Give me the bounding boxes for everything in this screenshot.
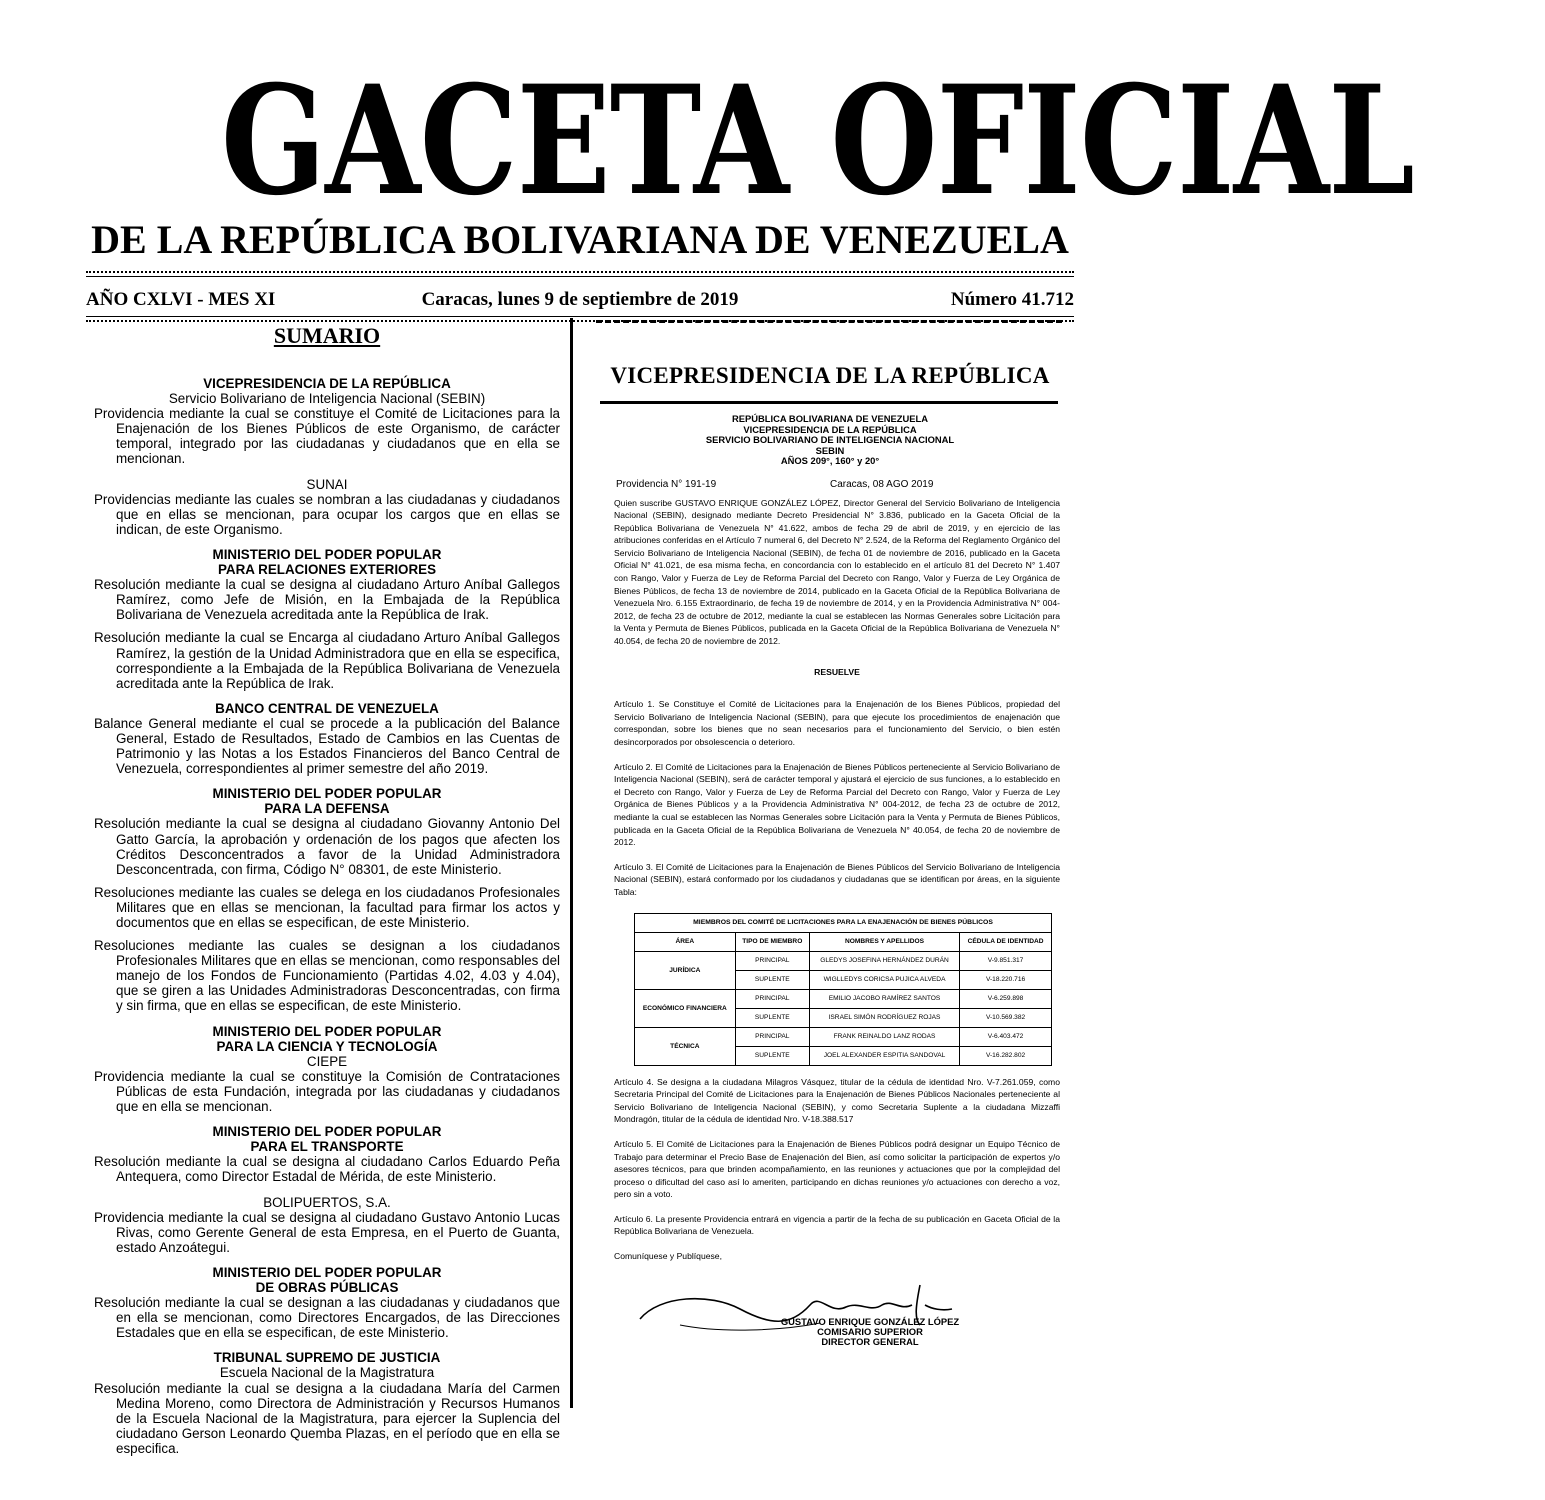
member-name-cell: EMILIO JACOBO RAMÍREZ SANTOS [809, 989, 959, 1008]
sumario-entry: Resolución mediante la cual se designa al ciudadano Carlos Eduardo Peña Antequera, como Director Estadal de Mérida, de este Ministerio. [94, 1154, 560, 1185]
member-type-cell: PRINCIPAL [735, 951, 809, 970]
section-org: BANCO CENTRAL DE VENEZUELA [215, 700, 439, 716]
header-line: SERVICIO BOLIVARIANO DE INTELIGENCIA NACIONAL [705, 434, 955, 445]
committee-members-table [634, 913, 1052, 1066]
sumario-entry: Resoluciones mediante las cuales se delega en los ciudadanos Profesionales Militares que en ellas se mencionan, la facultad para firmar los actos y documentos que en ellas se especifican, de este Ministerio. [94, 884, 560, 930]
sumario-entry: Providencias mediante las cuales se nombran a las ciudadanas y ciudadanos que en ellas se mencionan, para ocupar los cargos que en ellas se indican, de este Organismo. [94, 491, 560, 537]
sumario-section [94, 1024, 560, 1115]
providencia-number: Providencia N° 191-19 [616, 478, 717, 490]
article-1: Artículo 1. Se Constituye el Comité de Licitaciones para la Enajenación de los Bienes Públicos, propiedad del Servicio Bolivariano de Inteligencia Nacional (SEBIN), para que ejecute los procedimientos de enajenación que correspondan, sobre los bienes que no sean necesarios para el funcionamiento del Servicio, o bien estén desincorporados por obsolescencia o deterioro. [614, 699, 1060, 747]
resuelve-heading: RESUELVE [814, 666, 860, 677]
sumario-title: SUMARIO [273, 323, 381, 348]
sumario-entry: Balance General mediante el cual se procede a la publicación del Balance General, Estado de Resultados, Estado de Cambios en las Cuentas de Patrimonio y las Notas a los Estados Financieros del Banco Central de Venezuela, correspondientes al primer semestre del año 2019. [94, 715, 560, 777]
section-title: VICEPRESIDENCIA DE LA REPÚBLICA [610, 363, 1050, 388]
section-org: PARA RELACIONES EXTERIORES [218, 562, 436, 578]
member-name-cell: GLEDYS JOSEFINA HERNÁNDEZ DURÁN [809, 951, 959, 970]
header-line: REPÚBLICA BOLIVARIANA DE VENEZUELA [731, 413, 928, 424]
header-line: AÑOS 209°, 160° y 20° [780, 455, 880, 466]
sumario-entry: Providencia mediante la cual se constituye la Comisión de Contrataciones Públicas de esta Fundación, integrada por las ciudadanas y ciudadanos que en ella se mencionan. [94, 1068, 560, 1115]
member-id-cell: V-6.403.472 [960, 1027, 1052, 1046]
member-id-cell: V-6.259.898 [960, 989, 1052, 1008]
providencia-body-cont [614, 1076, 1060, 1263]
member-name-cell: FRANK REINALDO LANZ RODAS [809, 1027, 959, 1046]
area-cell: ECONÓMICO FINANCIERA [635, 989, 736, 1027]
issue-info-bar [86, 287, 1074, 313]
table-caption: MIEMBROS DEL COMITÉ DE LICITACIONES PARA LA ENAJENACIÓN DE BIENES PÚBLICOS [635, 913, 1052, 932]
divider [86, 271, 1074, 273]
member-type-cell: PRINCIPAL [735, 989, 809, 1008]
sumario-column [94, 322, 560, 1466]
issue-number: Número 41.712 [950, 289, 1074, 310]
article-3: Artículo 3. El Comité de Licitaciones para la Enajenación de Bienes Públicos del Servicio Bolivariano de Inteligencia Nacional (SEBIN), estará conformado por los ciudadanos y ciudadanas que se identifican por áreas, en la siguiente Tabla: [614, 861, 1060, 897]
member-type-cell: SUPLENTE [735, 970, 809, 989]
sumario-section [94, 1350, 560, 1456]
providencia-column [590, 320, 1070, 1353]
section-org: MINISTERIO DEL PODER POPULAR [212, 1264, 442, 1280]
section-org: TRIBUNAL SUPREMO DE JUSTICIA [213, 1350, 441, 1366]
sumario-section [94, 477, 560, 537]
column-header: ÁREA [635, 932, 736, 951]
divider [86, 276, 1074, 277]
table-row [635, 989, 1052, 1008]
sumario-entry: Providencia mediante la cual se designa al ciudadano Gustavo Antonio Lucas Rivas, como Gerente General de esta Empresa, en el Puerto de Guanta, estado Anzoátegui. [94, 1209, 560, 1255]
article-5: Artículo 5. El Comité de Licitaciones para la Enajenación de Bienes Públicos podrá designar un Equipo Técnico de Trabajo para determinar el Precio Base de Enajenación del Bien, así como solicitar la participación de expertos y/o asesores técnicos, para que brinden acompañamiento, en las reuniones y actuaciones que por la complejidad del proceso o dificultad del caso así lo ameriten, participando en dichas reuniones y/o actuaciones con derecho a voz, pero sin a voto. [614, 1138, 1060, 1200]
header-line: SEBIN [815, 444, 845, 456]
section-sub: Escuela Nacional de la Magistratura [219, 1365, 435, 1381]
sumario-entry: Resolución mediante la cual se designa al ciudadano Giovanny Antonio Del Gatto García, la aprobación y ordenación de los pagos que afecten los Créditos Desconcentrados a favor de la Unidad Administradora Desconcentrada, con firma, Código N° 08301, de este Ministerio. [94, 816, 560, 877]
providencia-body [614, 497, 1060, 899]
member-name-cell: ISRAEL SIMÓN RODRÍGUEZ ROJAS [809, 1008, 959, 1027]
sumario-entry: Resolución mediante la cual se Encarga al ciudadano Arturo Aníbal Gallegos Ramírez, la gestión de la Unidad Administradora que en ella se especifica, correspondiente a la Embajada de la República Bolivariana de Venezuela acreditada ante la República de Irak. [94, 630, 560, 691]
sumario-section [94, 1265, 560, 1340]
section-sub: CIEPE [306, 1053, 348, 1069]
divider [600, 401, 1058, 404]
member-id-cell: V-18.220.716 [960, 970, 1052, 989]
sumario-section [94, 376, 560, 467]
section-org: VICEPRESIDENCIA DE LA REPÚBLICA [203, 376, 451, 391]
column-separator [570, 318, 573, 1408]
masthead-title: GACETA OFICIAL [220, 53, 1415, 229]
table-row [635, 1027, 1052, 1046]
section-org: MINISTERIO DEL PODER POPULAR [212, 1023, 442, 1039]
issue-year-month: AÑO CXLVI - MES XI [86, 289, 276, 310]
sumario-entry: Resolución mediante la cual se designa a la ciudadana María del Carmen Medina Moreno, como Directora de Administración y Recursos Humanos de la Escuela Nacional de la Magistratura, para ejercer la Suplencia del ciudadano Gerson Leonardo Quemba Plazas, en el período que en ella se especifica. [94, 1380, 560, 1456]
section-org: MINISTERIO DEL PODER POPULAR [212, 1124, 442, 1140]
sumario-entry: Resoluciones mediante las cuales se designan a los ciudadanos Profesionales Militares que en ellas se mencionan, como responsables del manejo de los Fondos de Funcionamiento (Partidas 4.02, 4.03 y 4.04), que se giren a las Unidades Administradoras Desconcentradas, con firma y sin firma, que en ellas se especifican, de este Ministerio. [94, 938, 560, 1014]
closing-line: Comuníquese y Publíquese, [614, 1251, 722, 1262]
providencia-date: Caracas, 08 AGO 2019 [830, 478, 934, 490]
section-sub: Servicio Bolivariano de Inteligencia Nacional (SEBIN) [168, 391, 486, 407]
member-type-cell: PRINCIPAL [735, 1027, 809, 1046]
sumario-section [94, 786, 560, 1013]
sumario-entry: Providencia mediante la cual se constituye el Comité de Licitaciones para la Enajenación de los Bienes Públicos de este Organismo, de carácter temporal, integrado por las ciudadanas y ciudadanos que en ella se mencionan. [94, 406, 560, 467]
section-sub: BOLIPUERTOS, S.A. [263, 1194, 391, 1210]
section-org: PARA LA DEFENSA [264, 801, 390, 817]
sumario-entry: Resolución mediante la cual se designan a las ciudadanas y ciudadanos que en ella se mencionan, como Directores Encargados, de las Direcciones Estadales que en ella se especifican, de este Ministerio. [94, 1295, 560, 1341]
article-4: Artículo 4. Se designa a la ciudadana Milagros Vásquez, titular de la cédula de identidad Nro. V-7.261.059, como Secretaria Principal del Comité de Licitaciones para la Enajenación de Bienes Públicos Nacionales perteneciente al Servicio Bolivariano de Inteligencia Nacional (SEBIN), y como Secretaria Suplente a la ciudadana Mizzaffi Mondragón, titular de la cédula de identidad Nro. V-18.388.517 [614, 1076, 1060, 1125]
signer-title: DIRECTOR GENERAL [821, 1336, 919, 1348]
section-org: MINISTERIO DEL PODER POPULAR [212, 546, 442, 562]
institution-header [590, 414, 1070, 467]
area-cell: TÉCNICA [635, 1027, 736, 1065]
sumario-section [94, 547, 560, 691]
sumario-section [94, 1124, 560, 1184]
area-cell: JURÍDICA [635, 951, 736, 989]
signer-name: GUSTAVO ENRIQUE GONZÁLEZ LÓPEZ [780, 1315, 960, 1327]
column-header: TIPO DE MIEMBRO [735, 932, 809, 951]
signature-block [590, 1275, 1070, 1353]
member-name-cell: WIGLLEDYS CORICSA PUJICA ALVEDA [809, 970, 959, 989]
section-org: PARA LA CIENCIA Y TECNOLOGÍA [216, 1038, 438, 1054]
header-line: VICEPRESIDENCIA DE LA REPÚBLICA [743, 423, 917, 435]
section-org: DE OBRAS PÚBLICAS [255, 1279, 399, 1295]
issue-date: Caracas, lunes 9 de septiembre de 2019 [421, 289, 739, 310]
section-org: MINISTERIO DEL PODER POPULAR [212, 786, 442, 802]
member-id-cell: V-9.851.317 [960, 951, 1052, 970]
member-type-cell: SUPLENTE [735, 1046, 809, 1065]
member-name-cell: JOEL ALEXANDER ESPITIA SANDOVAL [809, 1046, 959, 1065]
column-header: NOMBRES Y APELLIDOS [809, 932, 959, 951]
sumario-section [94, 1195, 560, 1255]
article-6: Artículo 6. La presente Providencia entrará en vigencia a partir de la fecha de su publicación en Gaceta Oficial de la República Bolivariana de Venezuela. [614, 1213, 1060, 1237]
divider [86, 316, 1074, 317]
masthead-subtitle: DE LA REPÚBLICA BOLIVARIANA DE VENEZUELA [91, 217, 1069, 262]
table-row [635, 951, 1052, 970]
sumario-section [94, 701, 560, 776]
signer-names [720, 1317, 1020, 1348]
section-sub: SUNAI [306, 476, 348, 492]
sumario-entry: Resolución mediante la cual se designa al ciudadano Arturo Aníbal Gallegos Ramírez, como Jefe de Misión, en la Embajada de la República Bolivariana de Venezuela acreditada ante la República de Irak. [94, 577, 560, 623]
member-id-cell: V-10.569.382 [960, 1008, 1052, 1027]
member-id-cell: V-16.282.802 [960, 1046, 1052, 1065]
intro-paragraph: Quien suscribe GUSTAVO ENRIQUE GONZÁLEZ LÓPEZ, Director General del Servicio Bolivariano de Inteligencia Nacional (SEBIN), designado mediante Decreto Presidencial N° 3.836, publicado en la Gaceta Oficial de la República Bolivariana de Venezuela N° 41.622, ambos de fecha 29 de abril de 2019, y en ejercicio de las atribuciones conferidas en el Artículo 7 numeral 6, del Decreto N° 2.524, de la Reforma del Reglamento Orgánico del Servicio Bolivariano de Inteligencia Nacional (SEBIN), de fecha 01 de noviembre de 2016, publicado en la Gaceta Oficial N° 41.021, de esa misma fecha, en concordancia con lo establecido en el artículo 81 del Decreto N° 1.407 con Rango, Valor y Fuerza de Ley de Reforma Parcial del Decreto con Rango, Valor y Fuerza de Ley Orgánica de Bienes Públicos, de fecha 13 de noviembre de 2014, publicado en la Gaceta Oficial de la República Bolivariana de Venezuela Nro. 6.155 Extraordinario, de fecha 19 de noviembre de 2014, y en la Providencia Administrativa N° 004-2012, de fecha 23 de octubre de 2012, mediante la cual se establecen las Normas Generales sobre Licitación para la Venta y Permuta de Bienes Públicos, publicada en la Gaceta Oficial de la República Bolivariana de Venezuela N° 40.054, de fecha 20 de noviembre de 2012. [614, 497, 1060, 647]
dashed-divider [596, 320, 1062, 333]
section-org: PARA EL TRANSPORTE [250, 1139, 404, 1155]
member-type-cell: SUPLENTE [735, 1008, 809, 1027]
article-2: Artículo 2. El Comité de Licitaciones para la Enajenación de Bienes Públicos perteneciente al Servicio Bolivariano de Inteligencia Nacional (SEBIN), será de carácter temporal y ajustará el ejercicio de sus funciones, a lo establecido en el Decreto con Rango, Valor y Fuerza de Ley de Reforma Parcial del Decreto con Rango, Valor y Fuerza de Ley Orgánica de Bienes Públicos y a la Providencia Administrativa N° 004-2012, de fecha 23 de octubre de 2012, mediante la cual se establecen las Normas Generales sobre Licitación para la Venta y Permuta de Bienes Públicos, publicada en la Gaceta Oficial de la República Bolivariana de Venezuela N° 40.054, de fecha 20 de noviembre de 2012. [614, 761, 1060, 848]
providencia-line [590, 479, 1070, 497]
signer-rank: COMISARIO SUPERIOR [817, 1325, 923, 1337]
column-header: CÉDULA DE IDENTIDAD [960, 932, 1052, 951]
